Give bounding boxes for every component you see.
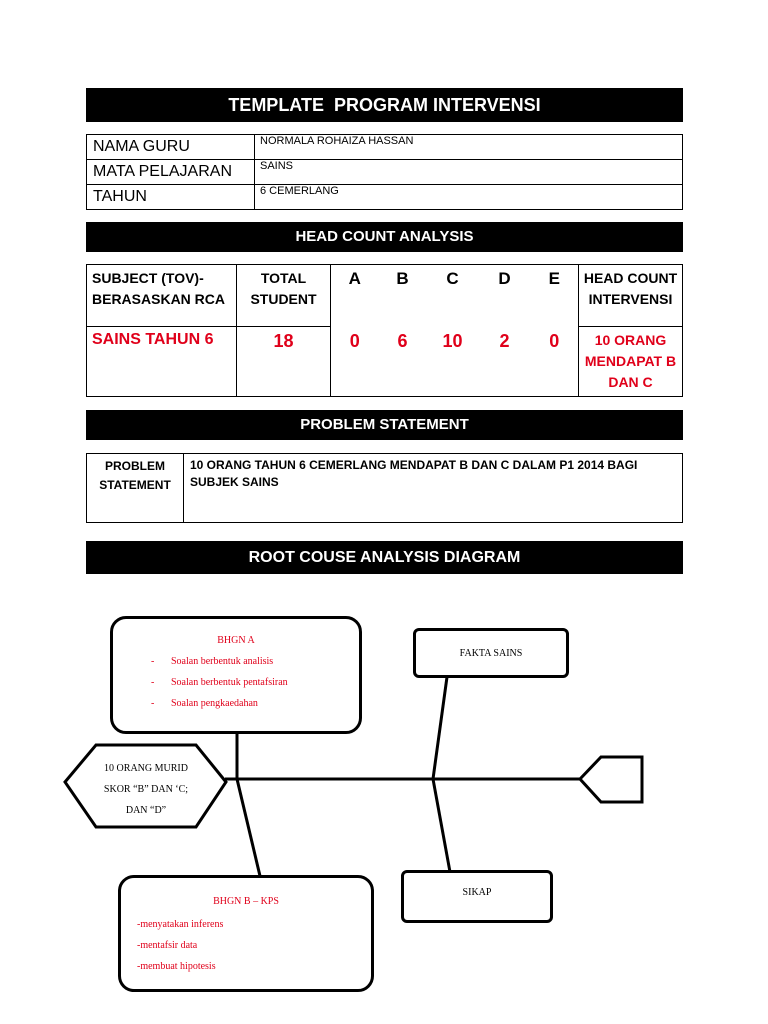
box-b-item: -membuat hipotesis (137, 961, 216, 972)
head-count-title: HEAD COUNT ANALYSIS (295, 228, 474, 245)
box-fakta-label: FAKTA SAINS (459, 648, 523, 659)
box-fakta-sains (413, 628, 569, 678)
header-b: B (379, 265, 427, 327)
page-title: TEMPLATE PROGRAM INTERVENSI (228, 95, 541, 115)
box-bhgn-b (118, 875, 374, 992)
bone-b (237, 779, 260, 876)
header-total: TOTAL STUDENT (237, 265, 331, 327)
box-b-title: BHGN B – KPS (213, 896, 279, 907)
row-intervensi: 10 ORANG MENDAPAT B DAN C (579, 327, 683, 397)
info-value-mata-pelajaran: SAINS (255, 160, 683, 185)
bullet: - (151, 656, 155, 667)
box-a-item: - Soalan berbentuk pentafsiran (151, 677, 288, 688)
header-a: A (331, 265, 379, 327)
box-sikap (401, 870, 553, 923)
header-c: C (427, 265, 479, 327)
header-intervensi: HEAD COUNT INTERVENSI (579, 265, 683, 327)
bone-sikap (433, 779, 450, 872)
row-b: 6 (379, 327, 427, 397)
bullet: - (151, 677, 155, 688)
row-d: 2 (479, 327, 531, 397)
box-b-item: -menyatakan inferens (137, 919, 224, 930)
box-a-item: - Soalan pengkaedahan (151, 698, 258, 709)
row-subject: SAINS TAHUN 6 (87, 327, 237, 397)
fish-head-line-2: SKOR “B” DAN ‘C; (103, 784, 189, 795)
box-sikap-label: SIKAP (462, 887, 492, 898)
info-value-nama-guru: NORMALA ROHAIZA HASSAN (255, 135, 683, 160)
info-value-tahun: 6 CEMERLANG (255, 185, 683, 210)
row-e: 0 (531, 327, 579, 397)
problem-label: PROBLEM STATEMENT (87, 454, 184, 523)
root-cause-title: ROOT COUSE ANALYSIS DIAGRAM (248, 549, 521, 566)
fish-head-line-3: DAN “D” (125, 805, 167, 816)
row-total: 18 (237, 327, 331, 397)
fishbone-tail (580, 757, 642, 802)
box-a-title: BHGN A (217, 635, 255, 646)
box-b-item: -mentafsir data (137, 940, 198, 951)
problem-title: PROBLEM STATEMENT (300, 416, 469, 433)
info-label-mata-pelajaran: MATA PELAJARAN (87, 160, 255, 185)
header-d: D (479, 265, 531, 327)
row-a: 0 (331, 327, 379, 397)
row-c: 10 (427, 327, 479, 397)
info-label-tahun: TAHUN (87, 185, 255, 210)
fish-head-text (90, 758, 202, 818)
problem-text: 10 ORANG TAHUN 6 CEMERLANG MENDAPAT B DAN C DALAM P1 2014 BAGI SUBJEK SAINS (184, 454, 683, 523)
box-bhgn-a (110, 616, 362, 734)
fish-head-line-1: 10 ORANG MURID (104, 763, 188, 774)
bone-fakta (433, 677, 447, 779)
info-label-nama-guru: NAMA GURU (87, 135, 255, 160)
bullet: - (151, 698, 155, 709)
box-a-item: - Soalan berbentuk analisis (151, 656, 274, 667)
header-e: E (531, 265, 579, 327)
header-subject: SUBJECT (TOV)- BERASASKAN RCA (87, 265, 237, 327)
